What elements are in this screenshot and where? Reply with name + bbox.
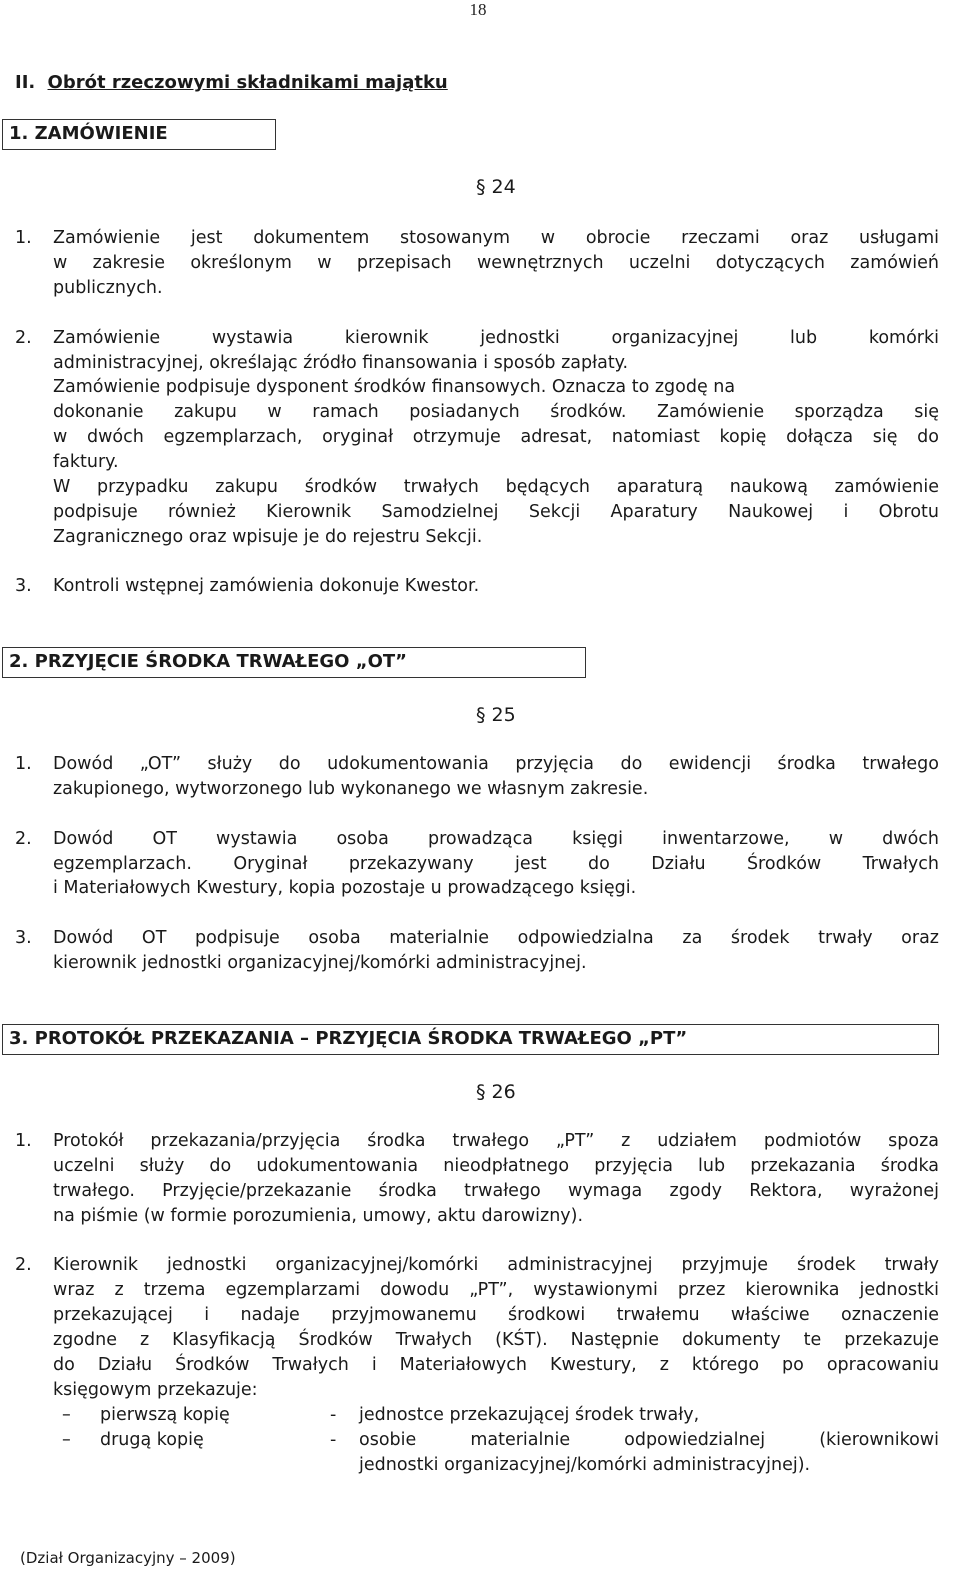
list-item-1-label: pierwszą kopię	[100, 1405, 230, 1425]
s1-item-1-line-3: publicznych.	[53, 278, 163, 298]
s1-item-3-number: 3.	[15, 576, 32, 596]
s3-item-1-line-1: Protokół przekazania/przyjęcia środka trwałego „PT” z udziałem podmiotów spoza	[53, 1131, 939, 1151]
s1-item-1-line-1: Zamówienie jest dokumentem stosowanym w obrocie rzeczami oraz usługami	[53, 228, 939, 248]
chapter-number: II.	[15, 72, 36, 93]
paragraph-sign-24: § 24	[476, 176, 516, 198]
s1-item-2-line-6: faktury.	[53, 452, 119, 472]
s2-item-2-line-2: egzemplarzach. Oryginał przekazywany jest do Działu Środków Trwałych	[53, 854, 939, 874]
s2-item-3-line-1: Dowód OT podpisuje osoba materialnie odpowiedzialna za środek trwały oraz	[53, 928, 939, 948]
s2-item-3-number: 3.	[15, 928, 32, 948]
s1-item-2-number: 2.	[15, 328, 32, 348]
list-bullet-2: –	[62, 1430, 71, 1450]
s3-item-2-line-6: księgowym przekazuje:	[53, 1380, 258, 1400]
s2-item-3-line-2: kierownik jednostki organizacyjnej/komórki administracyjnej.	[53, 953, 587, 973]
s3-item-1-line-4: na piśmie (w formie porozumienia, umowy, aktu darowizny).	[53, 1206, 584, 1226]
s3-item-2-line-2: wraz z trzema egzemplarzami dowodu „PT”, wystawionymi przez kierownika jednostki	[53, 1280, 939, 1300]
list-item-2-label: drugą kopię	[100, 1430, 204, 1450]
s2-item-1-line-1: Dowód „OT” służy do udokumentowania przyjęcia do ewidencji środka trwałego	[53, 754, 939, 774]
list-item-2-target: osobie materialnie odpowiedzialnej (kierownikowi	[359, 1430, 939, 1450]
s3-item-1-line-2: uczelni służy do udokumentowania nieodpłatnego przyjęcia lub przekazania środka	[53, 1156, 939, 1176]
s3-item-2-line-5: do Działu Środków Trwałych i Materiałowych Kwestury, z którego po opracowaniu	[53, 1355, 939, 1375]
list-item-2-sep: -	[330, 1430, 337, 1450]
s1-item-2-line-2: administracyjnej, określając źródło finansowania i sposób zapłaty.	[53, 353, 629, 373]
list-item-1-target: jednostce przekazującej środek trwały,	[359, 1405, 700, 1425]
s1-item-3-text: Kontroli wstępnej zamówienia dokonuje Kwestor.	[53, 576, 480, 596]
s3-item-2-number: 2.	[15, 1255, 32, 1275]
s1-item-2-line-1: Zamówienie wystawia kierownik jednostki organizacyjnej lub komórki	[53, 328, 939, 348]
s3-item-2-line-4: zgodne z Klasyfikacją Środków Trwałych (KŚT). Następnie dokumenty te przekazuje	[53, 1330, 939, 1350]
chapter-title: Obrót rzeczowymi składnikami majątku	[47, 72, 448, 93]
list-item-2-continuation: jednostki organizacyjnej/komórki administracyjnej).	[359, 1455, 811, 1475]
s1-item-1-line-2: w zakresie określonym w przepisach wewnętrznych uczelni dotyczących zamówień	[53, 253, 939, 273]
paragraph-sign-25: § 25	[476, 704, 516, 726]
s3-item-2-line-3: przekazującej i nadaje przyjmowanemu środkowi trwałemu właściwe oznaczenie	[53, 1305, 939, 1325]
s1-item-2-line-3: Zamówienie podpisuje dysponent środków finansowych. Oznacza to zgodę na	[53, 377, 736, 397]
s3-item-1-line-3: trwałego. Przyjęcie/przekazanie środka trwałego wymaga zgody Rektora, wyrażonej	[53, 1181, 939, 1201]
s1-item-2-line-7: W przypadku zakupu środków trwałych będących aparaturą naukową zamówienie	[53, 477, 939, 497]
s3-item-1-number: 1.	[15, 1131, 32, 1151]
footer-note: (Dział Organizacyjny – 2009)	[20, 1549, 236, 1567]
list-bullet-1: –	[62, 1405, 71, 1425]
section-2-heading: 2. PRZYJĘCIE ŚRODKA TRWAŁEGO „OT”	[2, 647, 586, 678]
s1-item-2-line-5: w dwóch egzemplarzach, oryginał otrzymuje adresat, natomiast kopię dołącza się do	[53, 427, 939, 447]
s2-item-2-number: 2.	[15, 829, 32, 849]
s2-item-1-line-2: zakupionego, wytworzonego lub wykonanego we własnym zakresie.	[53, 779, 649, 799]
s1-item-2-line-4: dokonanie zakupu w ramach posiadanych środków. Zamówienie sporządza się	[53, 402, 939, 422]
s1-item-2-line-8: podpisuje również Kierownik Samodzielnej Sekcji Aparatury Naukowej i Obrotu	[53, 502, 939, 522]
section-1-heading: 1. ZAMÓWIENIE	[2, 119, 276, 150]
s2-item-2-line-1: Dowód OT wystawia osoba prowadząca księgi inwentarzowe, w dwóch	[53, 829, 939, 849]
s1-item-2-line-9: Zagranicznego oraz wpisuje je do rejestru Sekcji.	[53, 527, 483, 547]
list-item-1-sep: -	[330, 1405, 337, 1425]
paragraph-sign-26: § 26	[476, 1081, 516, 1103]
page-number: 18	[469, 0, 487, 19]
s2-item-2-line-3: i Materiałowych Kwestury, kopia pozostaje u prowadzącego księgi.	[53, 878, 637, 898]
section-3-heading: 3. PROTOKÓŁ PRZEKAZANIA – PRZYJĘCIA ŚRODKA TRWAŁEGO „PT”	[2, 1024, 939, 1055]
chapter-heading	[15, 72, 448, 93]
s2-item-1-number: 1.	[15, 754, 32, 774]
s1-item-1-number: 1.	[15, 228, 32, 248]
s3-item-2-line-1: Kierownik jednostki organizacyjnej/komórki administracyjnej przyjmuje środek trwały	[53, 1255, 939, 1275]
